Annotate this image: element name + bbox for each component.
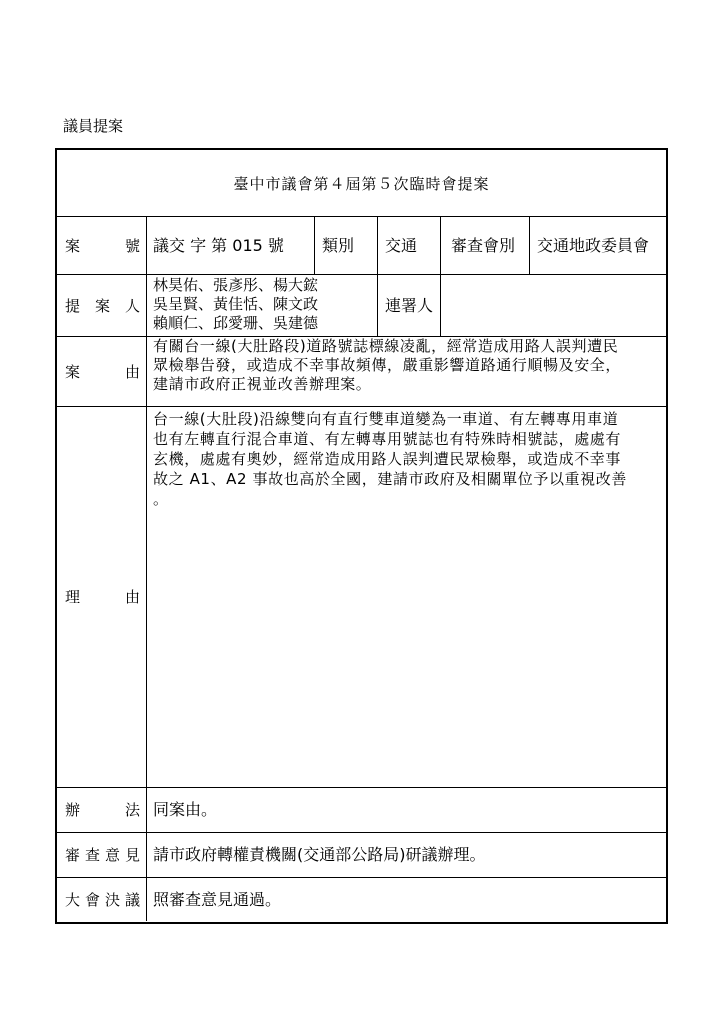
- method-value: 同案由。: [153, 800, 218, 819]
- category-label: 類別: [322, 235, 355, 255]
- resolution-value: 照審查意見通過。: [153, 889, 282, 909]
- case-number-value: 議交 字 第 015 號: [153, 235, 284, 255]
- case-number-label: 案 號: [65, 236, 140, 255]
- reason-label: 理 由: [65, 588, 140, 606]
- method-label: 辦 法: [65, 801, 140, 819]
- cosigner-value: [440, 274, 670, 336]
- committee-value: 交通地政委員會: [537, 235, 650, 255]
- cause-label: 案 由: [65, 362, 140, 381]
- form-title: 臺中市議會第４屆第５次臨時會提案: [233, 174, 490, 193]
- review-opinion-label: 審 查 意 見: [65, 846, 140, 864]
- proposer-names: 林昊佑、張彥彤、楊大鋐 吳呈賢、黃佳恬、陳文政 賴順仁、邱愛珊、吳建德: [153, 276, 319, 332]
- cosigner-label: 連署人: [385, 295, 434, 315]
- proposal-form-table: [55, 148, 668, 924]
- category-value: 交通: [385, 235, 418, 255]
- review-opinion-value: 請市政府轉權責機關(交通部公路局)研議辦理。: [153, 845, 486, 864]
- reason-text: 台一線(大肚段)沿線雙向有直行雙車道變為一車道、有左轉專用車道 也有左轉直行混合車道、有左轉專用號誌也有特殊時相號誌，處處有 玄機，處處有奧妙，經常造成用路人誤判遭民眾檢舉，或造成不幸事 故之 A1、A2 事故也高於全國，建請市政府及相關單位予以重視改善 。: [153, 410, 627, 508]
- resolution-label: 大 會 決 議: [65, 890, 140, 909]
- document-header-label: 議員提案: [63, 117, 124, 135]
- proposer-label: 提 案 人: [65, 296, 140, 315]
- cause-text: 有關台一線(大肚路段)道路號誌標線凌亂，經常造成用路人誤判遭民 眾檢舉告發，或造成不幸事故頻傳，嚴重影響道路通行順暢及安全， 建請市政府正視並改善辦理案。: [153, 337, 622, 393]
- committee-label: 審查會別: [451, 235, 516, 255]
